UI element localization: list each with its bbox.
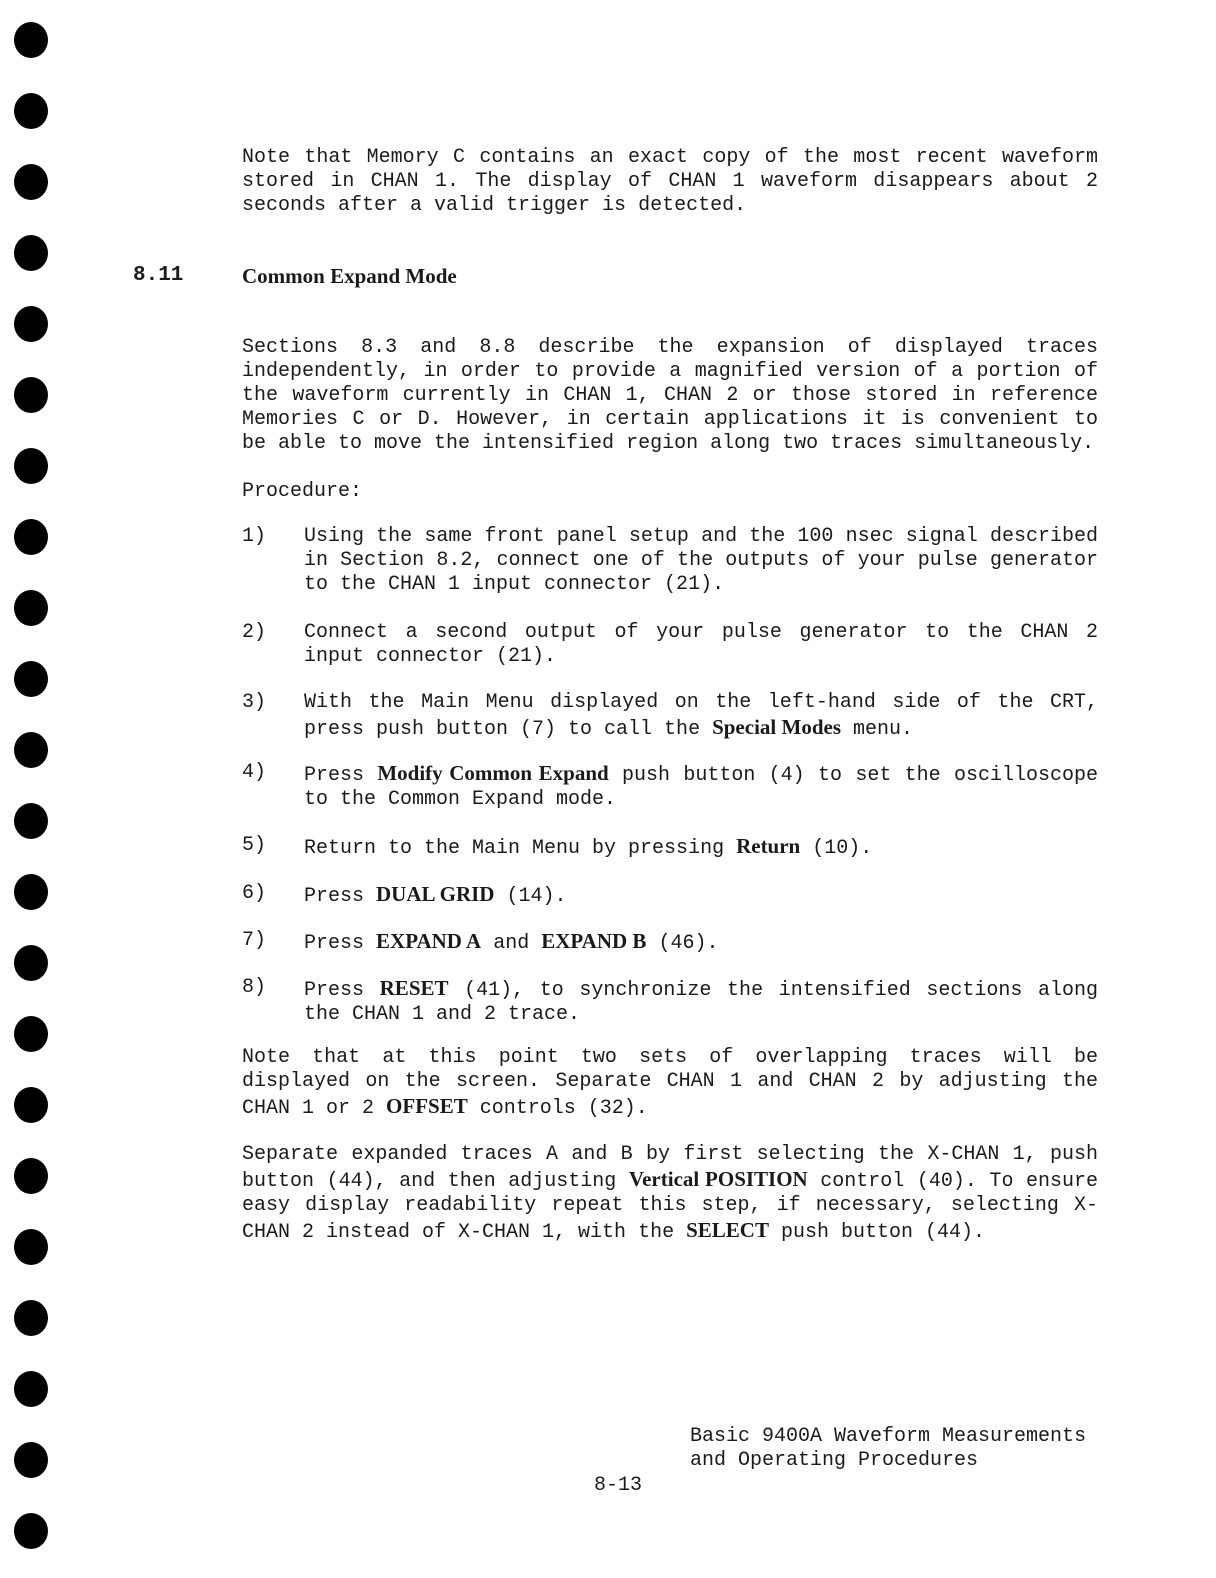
binder-hole [14,22,48,58]
binder-hole [14,164,48,200]
binder-hole [14,1016,48,1052]
procedure-label: Procedure: [242,480,363,503]
binder-hole [14,1300,48,1336]
binder-hole [14,945,48,981]
binder-hole [14,1087,48,1123]
binder-hole [14,874,48,910]
footer-title-line1: Basic 9400A Waveform Measurements [690,1425,1087,1448]
step-number: 5) [242,834,267,857]
binder-hole [14,732,48,768]
binder-hole [14,1371,48,1407]
section-title: Common Expand Mode [242,264,457,288]
step-number: 1) [242,525,267,548]
binder-holes [14,0,54,1578]
intro-note: Note that Memory C contains an exact copy of the most recent waveform stored in CHAN 1. The display of CHAN 1 waveform disappears about 2 seconds after a valid trigger is detected. [242,146,1098,217]
binder-hole [14,1442,48,1478]
step-number: 8) [242,976,267,999]
step-number: 4) [242,761,267,784]
step-number: 7) [242,929,267,952]
section-number: 8.11 [133,264,184,287]
step-text: With the Main Menu displayed on the left-hand side of the CRT, press push button (7) to call the Special Modes menu. [304,691,1098,741]
step-text: Press EXPAND A and EXPAND B (46). [304,929,719,955]
separate-traces-note: Separate expanded traces A and B by first selecting the X-CHAN 1, push button (44), and then adjusting Vertical POSITION control (40). To ensure easy display readability repeat this step, if necessary, selecting X-CHAN 2 instead of X-CHAN 1, with the SELECT push button (44). [242,1143,1099,1244]
step-number: 6) [242,882,267,905]
binder-hole [14,1229,48,1265]
step-number: 2) [242,621,267,644]
step-text: Press RESET (41), to synchronize the intensified sections along the CHAN 1 and 2 trace. [304,976,1098,1026]
binder-hole [14,519,48,555]
binder-hole [14,803,48,839]
step-text: Connect a second output of your pulse generator to the CHAN 2 input connector (21). [304,621,1098,668]
step-text: Press Modify Common Expand push button (4) to set the oscilloscope to the Common Expand mode. [304,761,1099,811]
binder-hole [14,1513,48,1549]
binder-hole [14,377,48,413]
footer-title [690,1425,1110,1473]
binder-hole [14,1158,48,1194]
overlap-note: Note that at this point two sets of overlapping traces will be displayed on the screen. Separate CHAN 1 and CHAN 2 by adjusting the CHAN 1 or 2 OFFSET controls (32). [242,1046,1098,1120]
binder-hole [14,306,48,342]
binder-hole [14,93,48,129]
step-number: 3) [242,691,267,714]
binder-hole [14,661,48,697]
section-intro: Sections 8.3 and 8.8 describe the expansion of displayed traces independently, in order to provide a magnified version of a portion of the waveform currently in CHAN 1, CHAN 2 or those stored in reference Memories C or D. However, in certain applications it is convenient to be able to move the intensified region along two traces simultaneously. [242,336,1098,455]
binder-hole [14,235,48,271]
footer-title-line2: and Operating Procedures [690,1449,979,1472]
page-number: 8-13 [594,1474,643,1497]
step-text: Press DUAL GRID (14). [304,882,567,908]
binder-hole [14,590,48,626]
binder-hole [14,448,48,484]
step-text: Using the same front panel setup and the 100 nsec signal described in Section 8.2, connect one of the outputs of your pulse generator to the CHAN 1 input connector (21). [304,525,1098,596]
step-text: Return to the Main Menu by pressing Return (10). [304,834,873,860]
